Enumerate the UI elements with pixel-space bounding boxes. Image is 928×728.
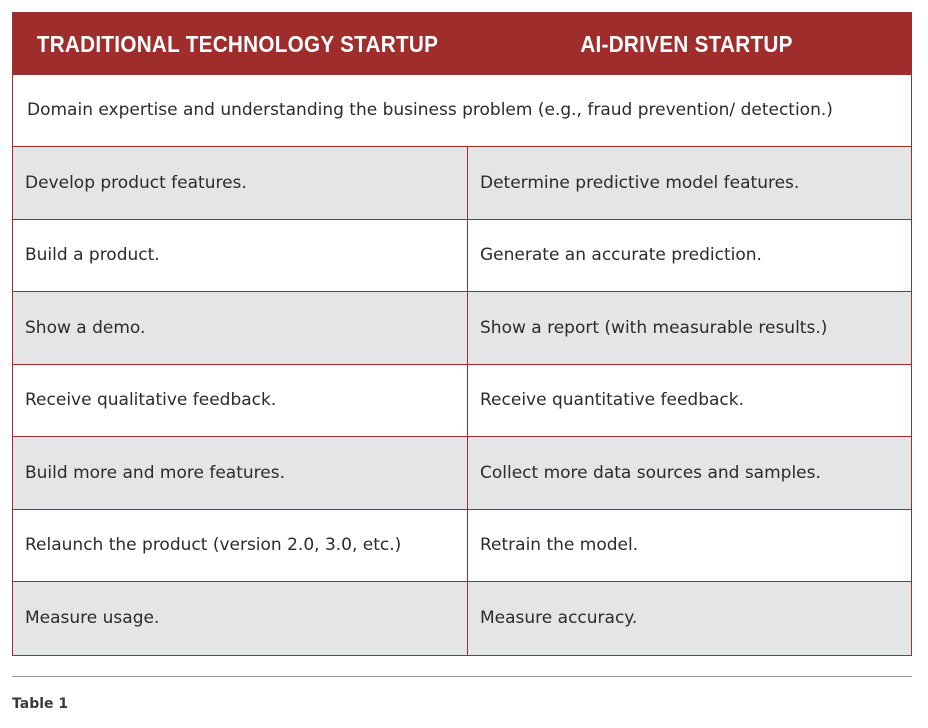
table-row: [13, 510, 911, 583]
table-cell-traditional: Show a demo.: [13, 292, 468, 364]
comparison-table: [12, 12, 912, 656]
table-cell-traditional: Receive qualitative feedback.: [13, 365, 468, 437]
table-cell-ai-driven: Measure accuracy.: [480, 608, 638, 629]
table-header-row: [13, 13, 911, 75]
table-row: [13, 582, 911, 655]
header-ai-driven-startup: AI-DRIVEN STARTUP: [580, 30, 793, 57]
table-cell-ai-driven: Generate an accurate prediction.: [480, 245, 762, 266]
table-row: [13, 292, 911, 365]
table-cell-ai-driven: Retrain the model.: [480, 535, 639, 556]
table-cell-traditional: Relaunch the product (version 2.0, 3.0, etc.): [13, 510, 468, 582]
table-row: [13, 147, 911, 220]
table-row: [13, 437, 911, 510]
caption-divider: [12, 676, 912, 677]
table-cell-ai-driven: Receive quantitative feedback.: [480, 390, 744, 411]
table-row: [13, 220, 911, 293]
table-cell-traditional: Build more and more features.: [13, 437, 468, 509]
table-cell-traditional: Measure usage.: [13, 582, 468, 655]
table-cell-ai-driven: Determine predictive model features.: [480, 172, 800, 193]
table-caption: Table 1: [12, 696, 69, 712]
spanning-row-domain-expertise: Domain expertise and understanding the business problem (e.g., fraud prevention/ detection.): [13, 75, 911, 147]
header-traditional-startup: TRADITIONAL TECHNOLOGY STARTUP: [36, 30, 439, 57]
table-cell-traditional: Develop product features.: [13, 147, 468, 219]
table-cell-ai-driven: Collect more data sources and samples.: [480, 462, 821, 483]
table-row: [13, 365, 911, 438]
table-cell-ai-driven: Show a report (with measurable results.): [480, 317, 828, 338]
table-cell-traditional: Build a product.: [13, 220, 468, 292]
